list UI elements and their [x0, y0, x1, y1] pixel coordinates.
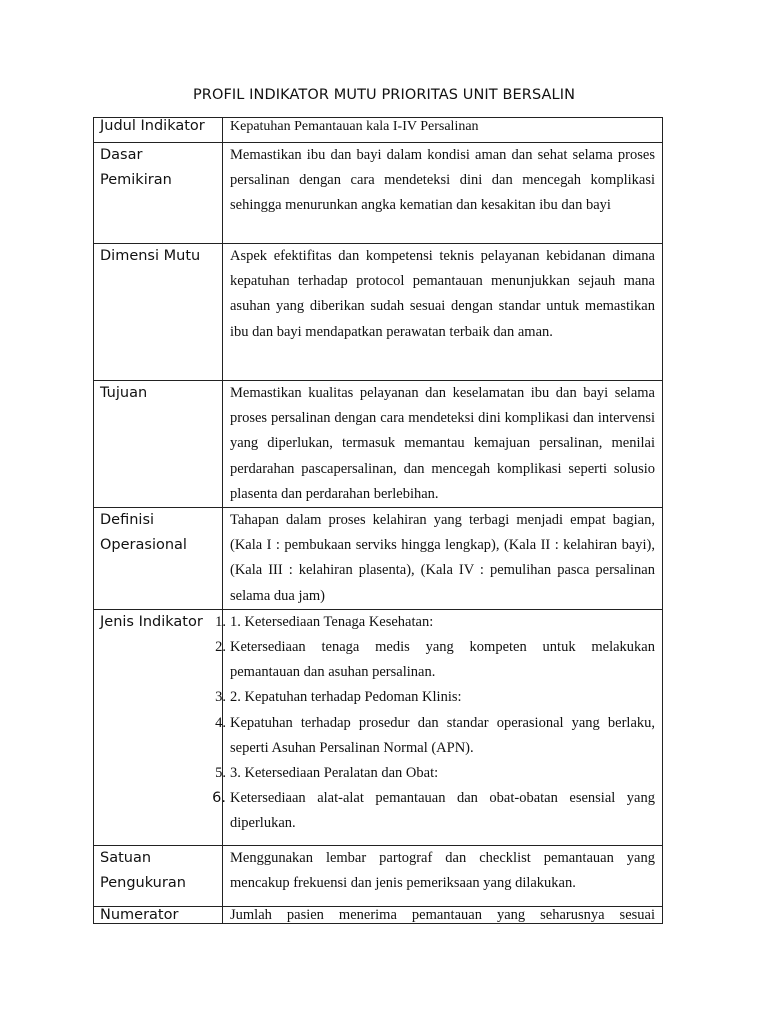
list-item: [215, 761, 655, 786]
table-row: [94, 143, 663, 244]
row-value-definisi: Tahapan dalam proses kelahiran yang terbagi menjadi empat bagian, (Kala I : pembukaan serviks hingga lengkap), (Kala II : kelahiran bayi), (Kala III : kelahiran plasenta), (Kala IV : pemulihan pasca persalinan selama dua jam): [223, 508, 663, 610]
table-row: [94, 906, 663, 923]
list-item-text: 3. Ketersediaan Peralatan dan Obat:: [230, 765, 439, 782]
list-item: [212, 786, 655, 836]
list-item-text: Ketersediaan tenaga medis yang kompeten untuk melakukan pemantauan dan asuhan persalinan.: [230, 639, 655, 681]
table-row: [94, 845, 663, 906]
row-value-judul: Kepatuhan Pemantauan kala I-IV Persalinan: [223, 118, 663, 143]
row-label-numerator: Numerator: [94, 906, 223, 923]
list-item: [215, 635, 655, 685]
list-number: 2.: [215, 639, 226, 656]
row-value-tujuan: Memastikan kualitas pelayanan dan keselamatan ibu dan bayi selama proses persalinan dengan cara mendeteksi dini komplikasi dan intervensi yang diperlukan, termasuk memantau kemajuan persalinan, menilai perdarahan pascapersalinan, dan mencegah komplikasi seperti solusio plasenta dan perdarahan berlebihan.: [223, 381, 663, 508]
list-number: 1.: [215, 613, 226, 630]
table-row: [94, 244, 663, 381]
row-label-dasar: Dasar Pemikiran: [94, 143, 223, 244]
row-value-jenis: [212, 609, 663, 845]
list-number: 6.: [212, 790, 226, 807]
list-number: 3.: [215, 689, 226, 706]
row-label-satuan: Satuan Pengukuran: [94, 845, 223, 906]
row-label-tujuan: Tujuan: [94, 381, 223, 508]
list-item-text: 2. Kepatuhan terhadap Pedoman Klinis:: [230, 689, 462, 706]
table-row: [94, 508, 663, 610]
table-row: [94, 381, 663, 508]
row-label-definisi: Definisi Operasional: [94, 508, 223, 610]
row-value-dasar: Memastikan ibu dan bayi dalam kondisi aman dan sehat selama proses persalinan dengan cara mendeteksi dini dan mencegah komplikasi sehingga menurunkan angka kematian dan kesakitan ibu dan bayi: [223, 143, 663, 244]
list-item-text: Ketersediaan alat-alat pemantauan dan obat-obatan esensial yang diperlukan.: [230, 790, 655, 832]
list-number: 5.: [215, 765, 226, 782]
indicator-profile-table: [93, 117, 663, 924]
row-value-numerator: Jumlah pasien menerima pemantauan yang seharusnya sesuai: [223, 906, 663, 923]
row-value-dimensi: Aspek efektifitas dan kompetensi teknis pelayanan kebidanan dimana kepatuhan terhadap protocol pemantauan menunjukkan sejauh mana asuhan yang diberikan sudah sesuai dengan standar untuk memastikan ibu dan bayi mendapatkan perawatan terbaik dan aman.: [223, 244, 663, 381]
table-row: [94, 118, 663, 143]
page-title: PROFIL INDIKATOR MUTU PRIORITAS UNIT BERSALIN: [192, 87, 576, 103]
table-row: [94, 609, 663, 845]
row-label-jenis: Jenis Indikator: [94, 609, 223, 845]
list-item: [215, 711, 655, 761]
row-value-satuan: Menggunakan lembar partograf dan checklist pemantauan yang mencakup frekuensi dan jenis pemeriksaan yang dilakukan.: [223, 845, 663, 906]
list-item: [215, 685, 655, 710]
list-item-text: 1. Ketersediaan Tenaga Kesehatan:: [230, 613, 434, 630]
row-label-judul: Judul Indikator: [94, 118, 223, 143]
list-item-text: Kepatuhan terhadap prosedur dan standar operasional yang berlaku, seperti Asuhan Persalinan Normal (APN).: [230, 714, 655, 756]
list-number: 4.: [215, 714, 226, 731]
row-label-dimensi: Dimensi Mutu: [94, 244, 223, 381]
list-item: [215, 610, 655, 635]
